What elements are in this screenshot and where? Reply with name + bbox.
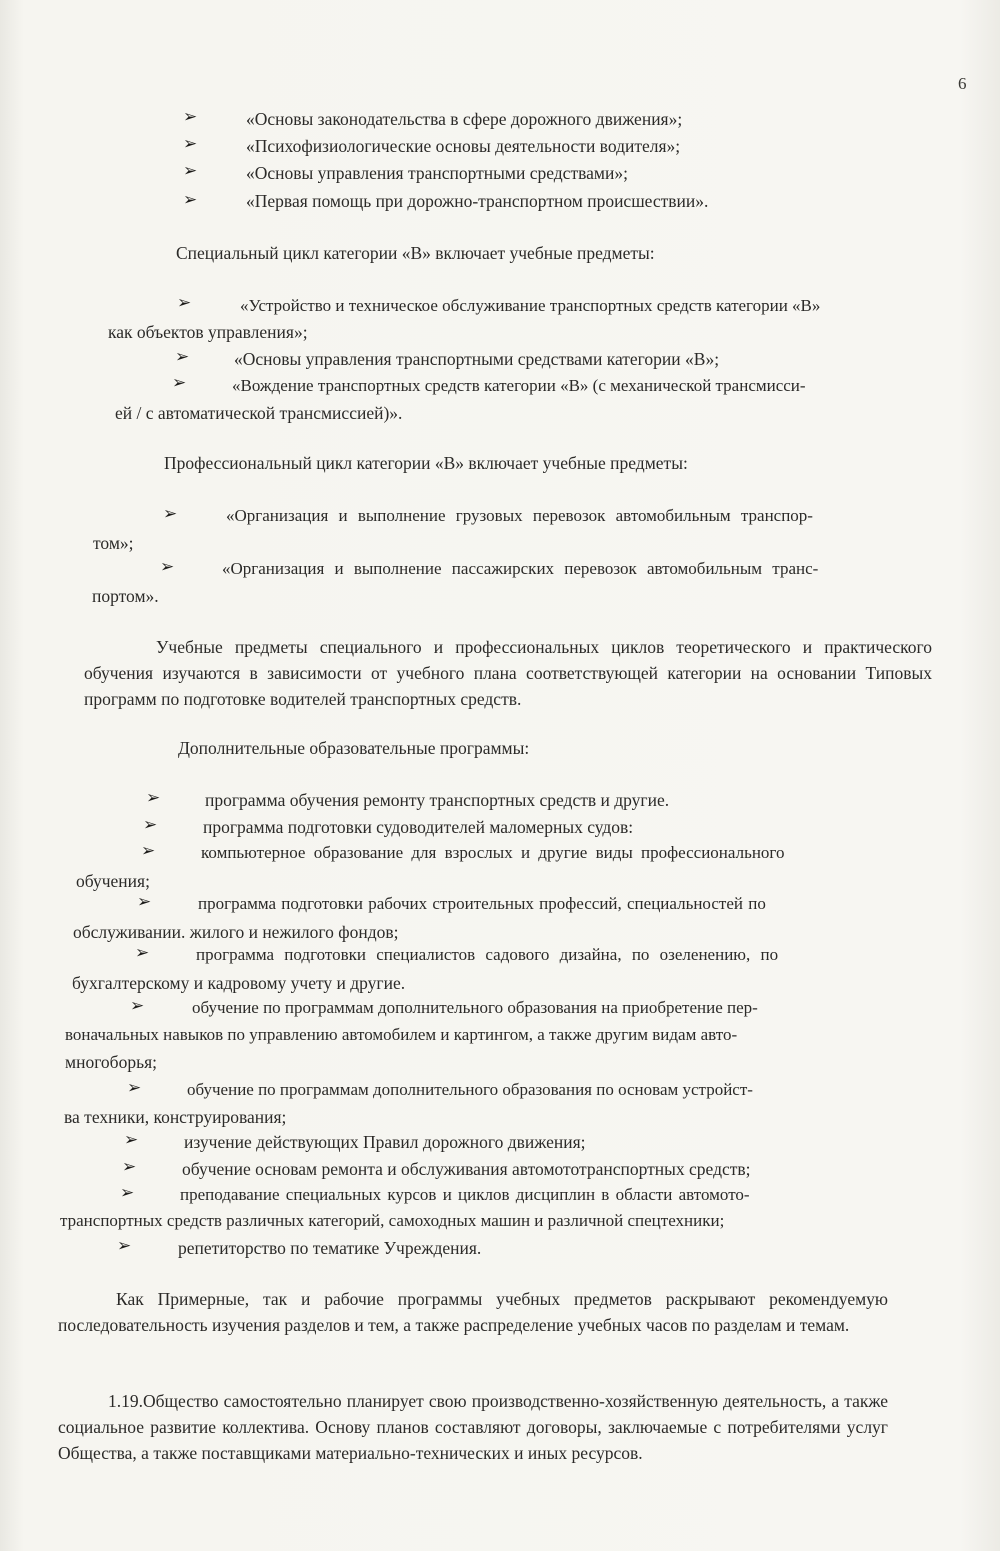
section-1-19-paragraph: 1.19.Общество самостоятельно планирует свою производственно-хозяйственную деятельность, а также социальное развитие коллектива. Основу планов составляют договоры, заключаемые с потребителями услуг Общества, а также поставщиками материально-технических и иных ресурсов.	[58, 1391, 888, 1463]
arrow-bullet-icon: ➢	[183, 134, 198, 154]
arrow-bullet-icon: ➢	[175, 347, 190, 367]
additional-item-continuation: ва техники, конструирования;	[64, 1107, 287, 1127]
special-cycle-heading: Специальный цикл категории «В» включает учебные предметы:	[176, 243, 655, 263]
arrow-bullet-icon: ➢	[127, 1078, 142, 1098]
arrow-bullet-icon: ➢	[172, 373, 187, 393]
additional-item-line: репетиторство по тематике Учреждения.	[178, 1238, 482, 1258]
additional-programs-heading: Дополнительные образовательные программы:	[178, 738, 530, 758]
special-item-line: «Вождение транспортных средств категории «В» (с механической трансмисси-	[232, 376, 806, 395]
additional-item-line: программа обучения ремонту транспортных средств и другие.	[205, 790, 670, 810]
arrow-bullet-icon: ➢	[117, 1236, 132, 1256]
professional-item-continuation: портом».	[92, 586, 159, 606]
additional-item-line: обучение основам ремонта и обслуживания автомототранспортных средств;	[182, 1159, 751, 1179]
professional-cycle-heading: Профессиональный цикл категории «В» включает учебные предметы:	[164, 453, 688, 473]
arrow-bullet-icon: ➢	[141, 841, 156, 861]
additional-item-line: программа подготовки рабочих строительных профессий, специальностей по	[198, 894, 766, 913]
special-item-continuation: как объектов управления»;	[108, 322, 308, 342]
arrow-bullet-icon: ➢	[143, 815, 158, 835]
arrow-bullet-icon: ➢	[183, 161, 198, 181]
study-subjects-paragraph: Учебные предметы специального и профессиональных циклов теоретического и практического обучения изучаются в зависимости от учебного плана соответствующей категории на основании Типовых программ по подготовке водителей транспортных средств.	[84, 637, 932, 709]
programs-paragraph: Как Примерные, так и рабочие программы учебных предметов раскрывают рекомендуемую последовательность изучения разделов и тем, а также распределение учебных часов по разделам и темам.	[58, 1289, 888, 1335]
arrow-bullet-icon: ➢	[183, 190, 198, 210]
top-bullet-item: «Основы управления транспортными средствами»;	[246, 163, 628, 183]
additional-item-line: изучение действующих Правил дорожного движения;	[184, 1132, 586, 1152]
arrow-bullet-icon: ➢	[137, 892, 152, 912]
top-bullet-item: «Основы законодательства в сфере дорожного движения»;	[246, 109, 683, 129]
additional-item-line: программа подготовки судоводителей маломерных судов:	[203, 817, 634, 837]
additional-item-line: обучение по программам дополнительного образования на приобретение пер-	[192, 998, 758, 1017]
additional-item-continuation: воначальных навыков по управлению автомобилем и картингом, а также другим видам авто-	[65, 1025, 738, 1044]
additional-item-continuation: транспортных средств различных категорий, самоходных машин и различной спецтехники;	[60, 1211, 725, 1230]
additional-item-line: компьютерное образование для взрослых и другие виды профессионального	[201, 843, 785, 862]
top-bullet-item: «Психофизиологические основы деятельности водителя»;	[246, 136, 681, 156]
arrow-bullet-icon: ➢	[135, 943, 150, 963]
special-item-continuation: ей / с автоматической трансмиссией)».	[115, 403, 403, 423]
arrow-bullet-icon: ➢	[120, 1183, 135, 1203]
arrow-bullet-icon: ➢	[130, 996, 145, 1016]
special-item-line: «Устройство и техническое обслуживание транспортных средств категории «В»	[240, 296, 821, 315]
additional-item-line: преподавание специальных курсов и циклов дисциплин в области автомото-	[180, 1185, 750, 1204]
additional-item-line: программа подготовки специалистов садового дизайна, по озеленению, по	[196, 945, 779, 964]
arrow-bullet-icon: ➢	[183, 107, 198, 127]
arrow-bullet-icon: ➢	[160, 557, 175, 577]
additional-item-continuation: многоборья;	[65, 1052, 157, 1072]
professional-item-continuation: том»;	[93, 533, 134, 553]
arrow-bullet-icon: ➢	[163, 504, 178, 524]
additional-item-continuation: бухгалтерскому и кадровому учету и другие.	[72, 973, 406, 993]
additional-item-continuation: обслуживании. жилого и нежилого фондов;	[73, 922, 399, 942]
special-item-line: «Основы управления транспортными средствами категории «В»;	[234, 349, 720, 369]
arrow-bullet-icon: ➢	[124, 1130, 139, 1150]
arrow-bullet-icon: ➢	[177, 293, 192, 313]
arrow-bullet-icon: ➢	[146, 788, 161, 808]
top-bullet-item: «Первая помощь при дорожно-транспортном происшествии».	[246, 191, 709, 211]
professional-item-line: «Организация и выполнение пассажирских перевозок автомобильным транс-	[222, 559, 819, 578]
additional-item-line: обучение по программам дополнительного образования по основам устройст-	[187, 1080, 753, 1099]
professional-item-line: «Организация и выполнение грузовых перевозок автомобильным транспор-	[226, 506, 813, 525]
page-number: 6	[958, 74, 967, 93]
additional-item-continuation: обучения;	[76, 871, 150, 891]
arrow-bullet-icon: ➢	[122, 1157, 137, 1177]
